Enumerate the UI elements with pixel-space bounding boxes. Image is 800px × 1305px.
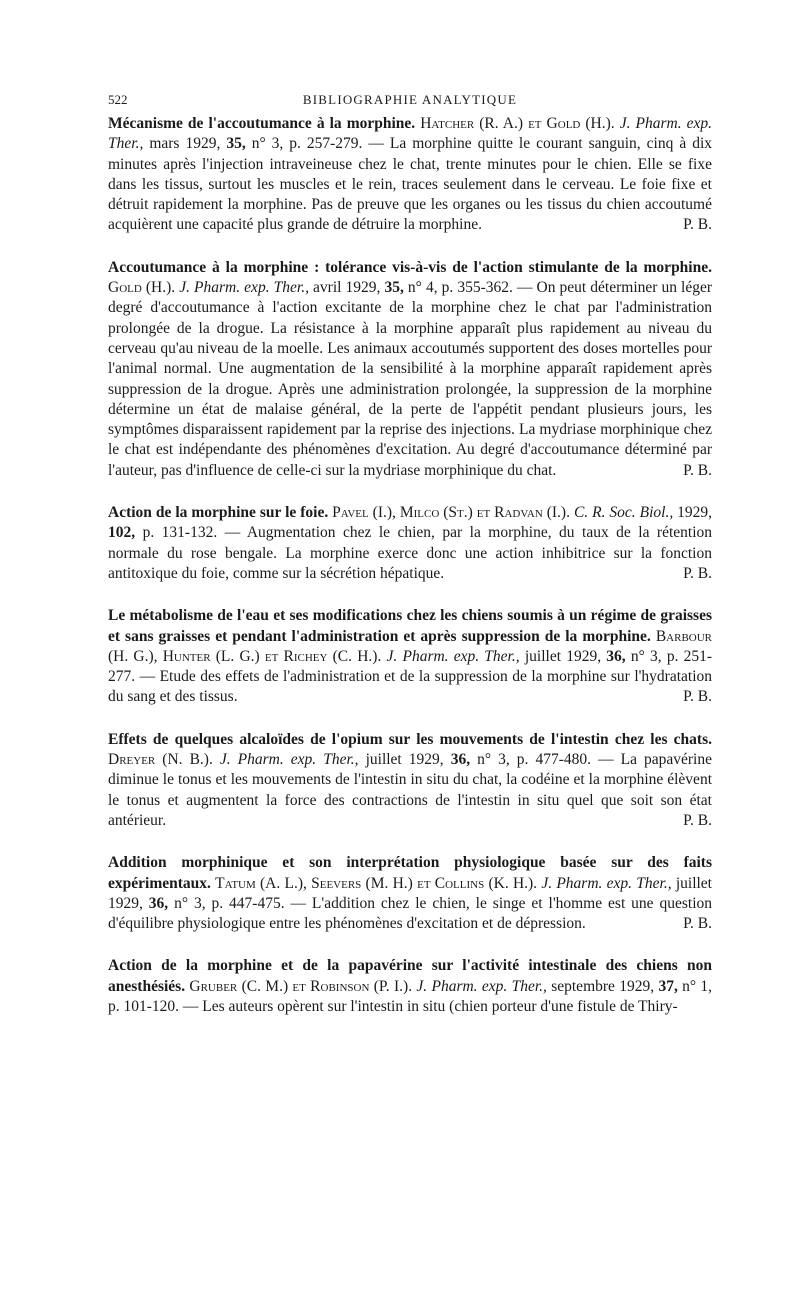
entry-abstract: — Etude des effets de l'administration et de la suppression de la morphine sur l'hydratation du sang et des tissus. (108, 668, 713, 706)
entry-journal: J. Pharm. exp. Ther., (179, 279, 309, 297)
entry-journal: J. Pharm. exp. Ther., (219, 751, 359, 769)
entry-initials: P. B. (683, 915, 712, 933)
entry-journal: J. Pharm. exp. Ther., (108, 115, 713, 153)
entry-authors: Tatum (A. L.), Seevers (M. H.) et Collins (K. H.). (215, 874, 538, 892)
entry-volume: 36, (450, 751, 471, 769)
entry-pages: p. 131-132. (142, 524, 218, 542)
entry-authors: Barbour (H. G.), Hunter (L. G.) et Richey (C. H.). (108, 627, 713, 665)
entry-initials: P. B. (683, 461, 712, 479)
entry-title: Mécanisme de l'accoutumance à la morphine. (108, 115, 416, 132)
bibliography-entry (108, 258, 712, 481)
entry-journal: C. R. Soc. Biol., (573, 504, 674, 522)
entry-date: juillet 1929, (524, 647, 602, 665)
entry-authors: Gruber (C. M.) et Robinson (P. I.). (189, 977, 413, 995)
entry-pages: n° 3, p. 251-277. (108, 647, 713, 686)
entry-authors: Hatcher (R. A.) et Gold (H.). (420, 115, 615, 132)
entry-volume: 35, (384, 279, 404, 297)
entry-authors: Pavel (I.), Milco (St.) et Radvan (I.). (332, 504, 570, 522)
entry-title: Le métabolisme de l'eau et ses modifications chez les chiens soumis à un régime de graisses et sans graisses et pendant l'administration et après suppression de la morphine. (108, 607, 712, 645)
bibliography-entry (108, 853, 712, 934)
entry-initials: P. B. (683, 564, 712, 582)
running-head: BIBLIOGRAPHIE ANALYTIQUE (302, 92, 518, 107)
entry-title: Action de la morphine et de la papavérine sur l'activité intestinale des chiens non anesthésiés. (108, 957, 712, 995)
entry-pages: n° 1, p. 101-120. (108, 977, 713, 1015)
entry-title: Effets de quelques alcaloïdes de l'opium sur les mouvements de l'intestin chez les chats. (108, 730, 712, 748)
document-page (108, 92, 712, 1017)
entry-volume: 35, (226, 135, 246, 153)
entry-authors: Gold (H.). (108, 279, 176, 297)
entry-title: Accoutumance à la morphine : tolérance vis-à-vis de l'action stimulante de la morphine. (108, 258, 712, 276)
bibliography-entry (108, 606, 712, 707)
entry-journal: J. Pharm. exp. Ther., (416, 977, 547, 995)
entry-title: Addition morphinique et son interprétation physiologique basée sur des faits expérimentaux. (108, 854, 712, 892)
entry-initials: P. B. (683, 811, 712, 829)
entry-abstract: — Augmentation chez le chien, par la morphine, du taux de la rétention normale du rose bengale. La morphine exerce donc une action inhibitrice sur la fonction antitoxique du foie, comme sur la sécrétion hépatique. (108, 524, 713, 582)
entry-abstract: — L'addition chez le chien, le singe et l'homme est une question d'équilibre physiologique entre les phénomènes d'excitation et de dépression. (108, 894, 712, 933)
page-header (108, 92, 712, 114)
entry-date: juillet 1929, (365, 751, 444, 769)
bibliography-entry (108, 503, 712, 584)
entry-date: avril 1929, (313, 279, 381, 297)
entry-pages: n° 3, p. 257-279. (251, 135, 363, 153)
entry-journal: J. Pharm. exp. Ther., (541, 874, 672, 892)
bibliography-entry (108, 114, 712, 236)
entry-date: septembre 1929, (551, 977, 655, 995)
entry-pages: n° 4, p. 355-362. (407, 279, 513, 297)
entry-initials: P. B. (683, 216, 712, 234)
entry-initials: P. B. (683, 688, 712, 706)
bibliography-entry (108, 956, 712, 1017)
page-number: 522 (108, 92, 128, 107)
entry-abstract: — La papavérine diminue le tonus et les mouvements de l'intestin in situ du chat, la codéine et la morphine élèvent le tonus et augmentent la force des contractions de l'intestin in situ quel que soit son état antérieur. (108, 751, 712, 829)
entry-volume: 37, (658, 977, 678, 995)
entry-volume: 102, (108, 524, 136, 542)
entry-abstract: — La morphine quitte le courant sanguin, cinq à dix minutes après l'injection intraveineuse chez le chat, trente minutes pour le chien. Elle se fixe dans les tissus, surtout les muscles et le rein, traces seulement dans le cerveau. Le foie fixe et détruit rapidement la morphine. Pas de preuve que les organes ou les tissus du chien accoutumé acquièrent une capacité plus grande de détruire la morphine. (108, 135, 713, 234)
entry-abstract: — On peut déterminer un léger degré d'accoutumance à l'action excitante de la morphine chez le chat par l'administration prolongée de la drogue. La résistance à la morphine apparaît plus rapidement au niveau du cerveau qu'au niveau de la moelle. Les animaux accoutumés supportent des doses mortelles pour l'animal normal. Une augmentation de la sensibilité à la morphine apparaît rapidement après suppression de la drogue. Après une administration prolongée, la suppression de la morphine détermine un état de malaise général, de la perte de l'appétit pendant plusieurs jours, les symptômes disparaissent rapidement par la reprise des injections. La mydriase morphinique chez le chat est indépendante des phénomènes d'excitation. Au degré d'accoutumance déterminé par l'auteur, pas d'influence de celle-ci sur la mydriase morphinique du chat. (108, 279, 713, 479)
entry-date: 1929, (677, 504, 713, 522)
entry-title: Action de la morphine sur le foie. (108, 504, 329, 522)
entry-authors: Dreyer (N. B.). (108, 751, 213, 769)
entry-pages: n° 3, p. 477-480. (477, 751, 592, 769)
bibliography-entry (108, 730, 712, 831)
entry-date: juillet 1929, (108, 874, 712, 912)
entry-volume: 36, (148, 894, 169, 912)
entry-pages: n° 3, p. 447-475. (174, 894, 285, 912)
entry-date: mars 1929, (149, 135, 221, 153)
entry-journal: J. Pharm. exp. Ther., (386, 647, 520, 665)
entry-abstract: — Les auteurs opèrent sur l'intestin in situ (chien porteur d'une fistule de Thiry- (182, 997, 678, 1015)
entry-volume: 36, (606, 647, 626, 665)
